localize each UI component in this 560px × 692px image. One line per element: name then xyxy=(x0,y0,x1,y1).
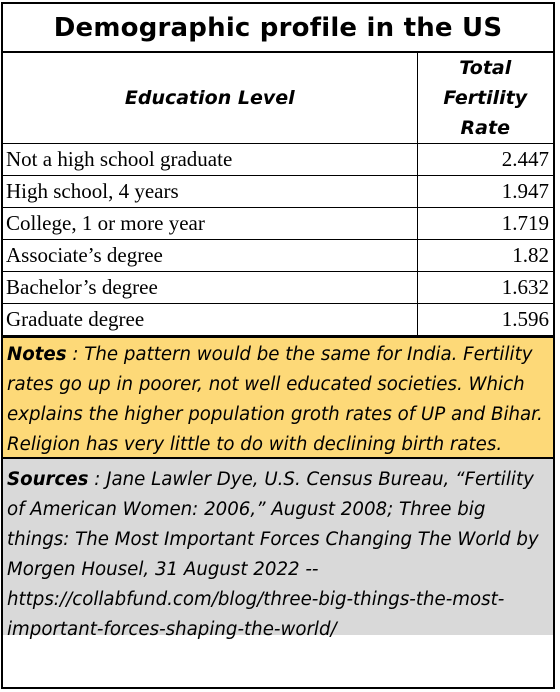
header-tfr-line2: Fertility xyxy=(443,87,528,109)
header-education-level: Education Level xyxy=(3,53,417,144)
sources-heading: Sources xyxy=(7,469,89,490)
row-label: Bachelor’s degree xyxy=(3,272,417,304)
row-label: Graduate degree xyxy=(3,304,417,336)
header-total-fertility-rate xyxy=(417,53,553,144)
table-header-row xyxy=(3,53,553,144)
sources-section xyxy=(3,457,553,640)
row-label: College, 1 or more year xyxy=(3,208,417,240)
table-row xyxy=(3,272,553,304)
table-row xyxy=(3,208,553,240)
row-value: 1.596 xyxy=(417,304,553,336)
page-title: Demographic profile in the US xyxy=(3,4,553,53)
row-label: Associate’s degree xyxy=(3,240,417,272)
row-value: 1.719 xyxy=(417,208,553,240)
notes-text: : The pattern would be the same for India. Fertility rates go up in poorer, not well educated societies. Which explains the higher population groth rates of UP and Bihar. Religion has very little to do with declining birth rates. xyxy=(7,344,543,455)
table-row xyxy=(3,144,553,176)
row-label: Not a high school graduate xyxy=(3,144,417,176)
table-row xyxy=(3,176,553,208)
table-row xyxy=(3,240,553,272)
document-frame xyxy=(1,2,555,689)
notes-section xyxy=(3,336,553,457)
header-tfr-line1: Total xyxy=(459,57,512,79)
row-value: 1.632 xyxy=(417,272,553,304)
sources-text: : Jane Lawler Dye, U.S. Census Bureau, “Fertility of American Women: 2006,” August 2008; Three big things: The Most Important Forces Changing The World by Morgen Housel, 31 August 2022 -- https://collabfund.com/blog/three-big-things-the-most-important-forces-shaping-the-world/ xyxy=(7,469,539,640)
header-tfr-line3: Rate xyxy=(460,117,510,139)
fertility-table xyxy=(3,53,553,336)
row-label: High school, 4 years xyxy=(3,176,417,208)
row-value: 2.447 xyxy=(417,144,553,176)
row-value: 1.82 xyxy=(417,240,553,272)
row-value: 1.947 xyxy=(417,176,553,208)
table-row xyxy=(3,304,553,336)
notes-heading: Notes xyxy=(7,344,67,365)
